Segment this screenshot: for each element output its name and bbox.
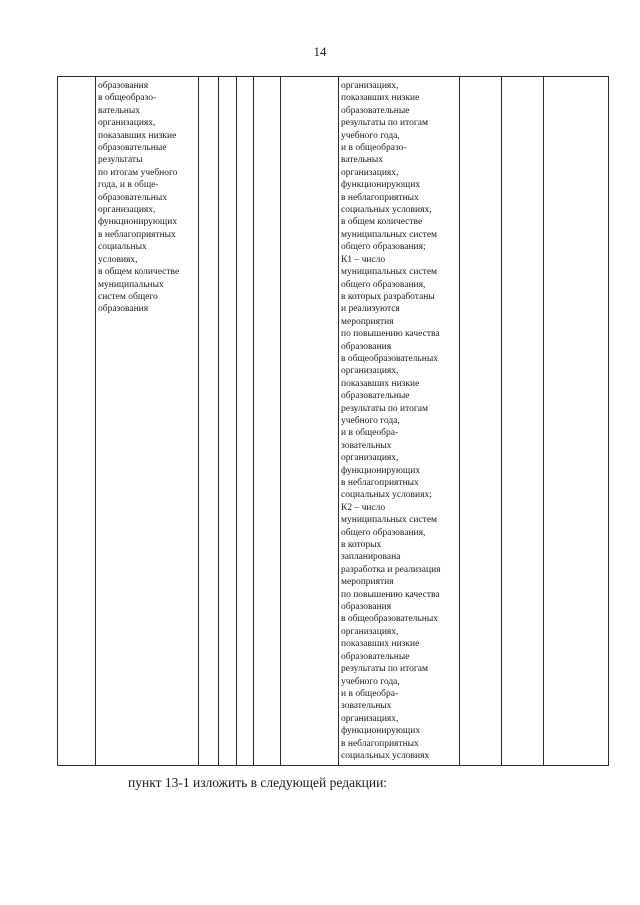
- table-cell-col11: [544, 77, 609, 766]
- table-cell-indicator-name: [96, 77, 199, 766]
- amendment-instruction: пункт 13-1 изложить в следующей редакции:: [128, 775, 388, 790]
- table-cell-col3: [199, 77, 219, 766]
- table-row: [58, 77, 609, 766]
- table-cell-formula: [339, 77, 460, 766]
- indicator-name-text: образования в общеобразо- вательных организациях, показавших низкие образовательные результаты по итогам учебного года, и в обще- образовательных организациях, функционирующих в неблагоприятных социальных условиях, в общем количестве муниципальных систем общего образования: [98, 81, 180, 315]
- formula-text: организациях, показавших низкие образовательные результаты по итогам учебного года, и в общеобразо- вательных организациях, функционирующих в неблагоприятных социальных условиях, в общем количестве муниципальных систем общего образования; К1 – число муниципальных систем общего образования, в которых разработаны и реализуются мероприятия по повышению качества образования в общеобразовательных организациях, показавших низкие образовательные результаты по итогам учебного года, и в общеобра- зовательных организациях, функционирующих в неблагоприятных социальных условиях; К2 – число муниципальных систем общего образования, в которых запланирована разработка и реализация мероприятия по повышению качества образования в общеобразовательных организациях, показавших низкие образовательные результаты по итогам учебного года, и в общеобра- зовательных организациях, функционирующих в неблагоприятных социальных условиях: [341, 81, 441, 761]
- indicator-table: [57, 76, 609, 766]
- table-cell-col7: [281, 77, 339, 766]
- table-cell-col5: [237, 77, 254, 766]
- table-cell-col9: [460, 77, 502, 766]
- table-cell-col4: [219, 77, 237, 766]
- table-cell-col10: [502, 77, 544, 766]
- table-cell-col6: [254, 77, 281, 766]
- page-number: 14: [313, 44, 327, 59]
- table-cell-col1: [58, 77, 96, 766]
